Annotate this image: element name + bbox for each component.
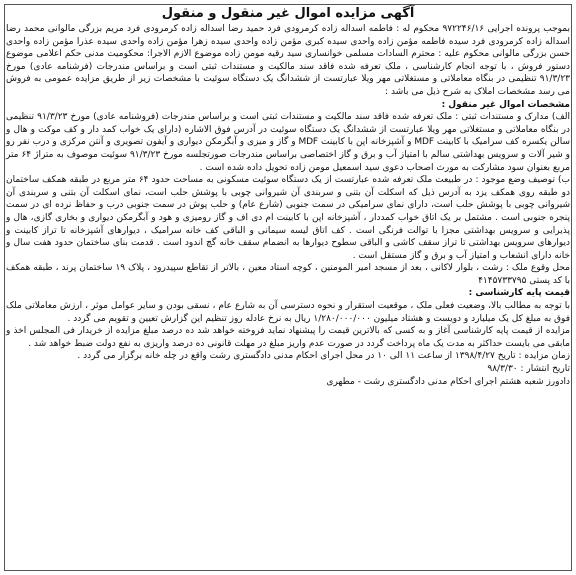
signature-line: دادورز شعبه هشتم اجرای احکام مدنی دادگستری رشت - مطهری (326, 376, 570, 387)
price-paragraph: با توجه به مطالب بالا، وضعیت فعلی ملک ، موقعیت استقرار و نحوه دسترسی آن به شارع عام ، نسقی بودن و سایر عوامل موثر ، ارزش معاملاتی ملک فوق به مبلغ کل یک میلیارد و دویست و هشتاد میلیون ۱/۲۸۰/۰۰۰/۰۰۰ ریال به نرخ عادله روز تنظیم این گزارش تعیین و تقویم می گردد . (6, 301, 570, 324)
address-paragraph: محل وقوع ملک : رشت ، بلوار لاکانی ، بعد از مسجد امیر المومنین ، کوچه استاد معین ، بالاتر از تقاطع سپیدرود ، پلاک ۱۹ ساختمان پرند ، طبقه همکف با کد پستی ۴۱۴۵۷۳۳۷۹۵ (6, 263, 570, 286)
section-title: مشخصات اموال غیر منقول : (441, 99, 570, 110)
publish-date: تاریخ انتشار : ۹۸/۳/۳۰ (487, 364, 570, 375)
item-a-paragraph: الف) مدارک و مستندات ثبتی : ملک تعرفه شده فاقد سند مالکیت و مستندات ثبتی است و براساس مندرجات (فروشنامه عادی) مورخ ۹۱/۳/۲۳ تنظیمی در بنگاه معاملاتی و مستغلاتی مهر ویلا عبارتست از ششدانگ یک دستگاه سوئیت در آدرس فوق الاشاره (دارای یک خواب کمد دار و کف موکت و هال و سالن یکسره کف سرامیک با کابینت MDF و آشپزخانه اپن با کابینت MDF و گاز و میزی و آبگرمکن دیواری و آیفون تصویری و آنتن مرکزی و درب نفر رو و شیر آلات و سرویس بهداشتی سالم با امتیاز آب و برق و گاز اختصاصی براساس مندرجات صورتجلسه مورخ ۹۱/۳/۲۳ سوئیت موصوف به متراژ ۶۴ متر مربع بعنوان سود مشارکت به مورث اصحاب دعوی سید اسمعیل مومن زاده تحویل داده شده است . (6, 112, 571, 173)
intro-paragraph: بموجب پرونده اجرایی ۹۷۲۲۴۶/۱۶ محکوم له : فاطمه اسداله زاده کرمرودی فرد حمید رضا اسداله زاده کرمرودی فرد مریم بزرگی مالوانی محمد رضا اسداله زاده کرمرودی فرد سیده فاطمه مؤمن زاده واحدی سیده کبری مؤمن زاده واحدی سیده زهرا مؤمن زاده واحدی سیده عذرا مؤمن زاده واحدی حسن بزرگی مالوانی محکوم علیه : محترم السادات مسلمی خوانساری سید رقیه مومن زاده موضوع الازم الاجرا: محکومیت مدنی حکم اعلامی موضوع دستور فروش ، با توجه انجام کارشناسی ، ملک تعرفه شده فاقد سند مالکیت و مستندات ثبتی است و براساس مندرجات (فرشنامه عادی) مورخ ۹۱/۳/۲۳ تنظیمی در بنگاه معاملاتی و مستغلاتی مهر ویلا عبارتست از ششدانگ یک دستگاه سوئیت با مشخصات زیر از طریق مزایده عمومی به فروش می رسد مشخصات املاک به شرح ذیل می باشد : (6, 24, 570, 97)
notice-title: آگهی مزایده اموال غیر منقول و منقول (161, 6, 415, 21)
terms-paragraph: مزایده از قیمت پایه کارشناسی آغاز و به کسی که بالاترین قیمت را پیشنهاد نماید فروخته خواهد شد ده درصد مبلغ مزایده از خریدار فی المجلس اخذ و مابقی می بایست حداکثر به مدت یک ماه پرداخت گردد در صورت عدم واریز مبلغ در مهلت قانونی ده درصد واریزی به نفع دولت ضبط خواهد شد . (6, 326, 570, 349)
notice-body (6, 23, 570, 388)
date-line: زمان مزایده : تاریخ ۱۳۹۸/۴/۲۷ از ساعت ۱۱ الی ۱۰ در محل اجرای احکام مدنی دادگستری رشت واقع در چله خانه برگزار می گردد . (77, 351, 570, 362)
price-title: قیمت پایه کارشناسی : (468, 288, 570, 299)
item-b-paragraph: ب) توصیف وضع موجود : در طبیعت ملک تعرفه شده عبارتست از یک دستگاه سوئیت مسکونی به مساحت حدود ۶۴ متر مربع در طبقه همکف ساختمان دو طبقه روی همکف یزد به آدرس ذیل که اسکلت آن بتنی و سربندی آن شیروانی چوبی با پوشش حلب است، نمای اسکلت آن بتنی و سربندی آن شیروانی چوبی با پوشش حلب است، دارای نمای سرامیکی در سمت جنوبی (شارع عام) و حلب پوش در سمت جنوبی درب و حفاظ نرده ای در سمت پنجره جنوبی است . مشتمل بر یک اتاق خواب کمددار ، آشپزخانه اپن با کابینت ام دی اف و گاز رومیزی و هود و آبگرمکن دیواری و بخاری گازی، هال و پذیرایی و سرویس بهداشتی مجزا با توالت فرنگی است . کف اتاق لیسه سیمانی و الباقی کف خانه سرامیک ، دیوارهای آشپزخانه تا تراز کابینت و دیوارهای سرویس بهداشتی تا تراز سقف کاشی و الباقی سطوح دیوارها به انضمام سقف خانه گچ اندود است . قدمت بنای ساختمان حدود هفت سال و خانه دارای انشعاب و امتیاز آب و برق و گاز مستقل است . (6, 175, 570, 261)
